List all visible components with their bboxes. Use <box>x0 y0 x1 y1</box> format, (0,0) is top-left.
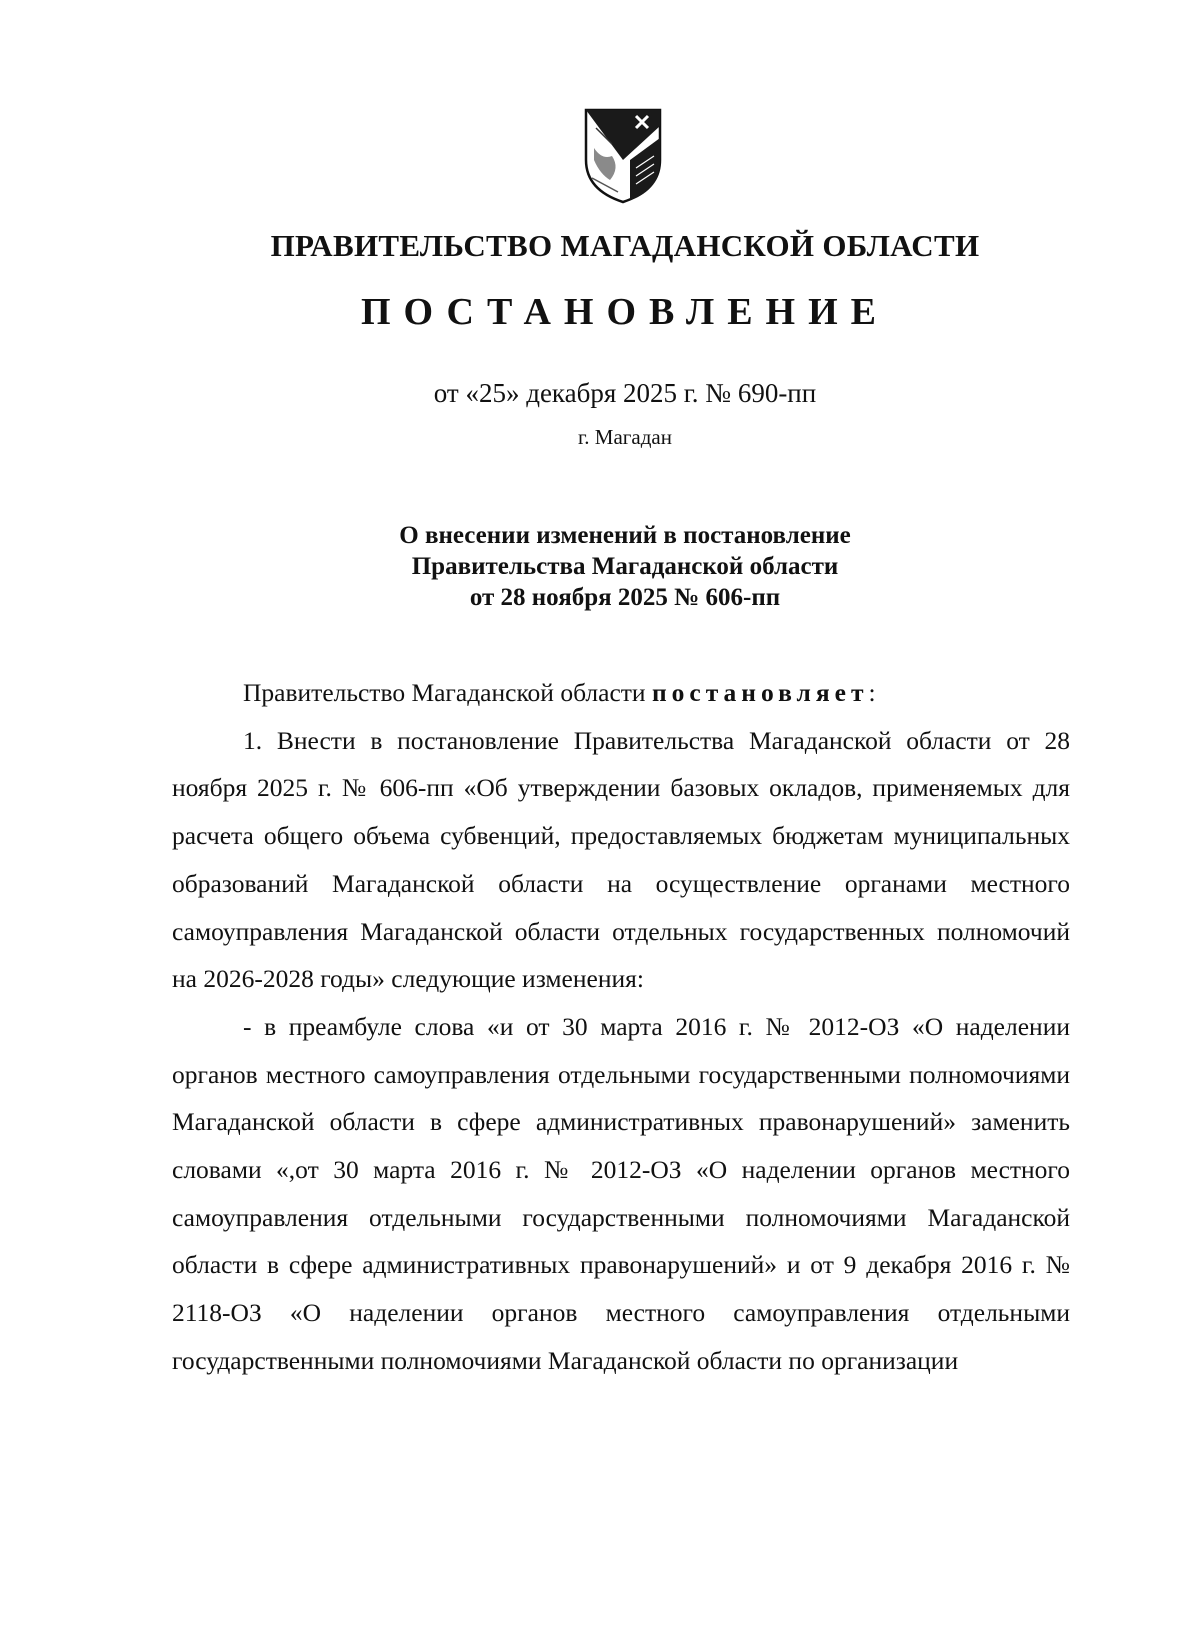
preamble-colon: : <box>868 678 876 707</box>
title-line: Правительства Магаданской области <box>411 553 839 580</box>
change-1-paragraph: - в преамбуле слова «и от 30 марта 2016 г. № 2012-ОЗ «О наделении органов местного самоуправления отдельными государственными полномочиями Магаданской области в сфере административных правонарушений» заменить словами «,от 30 марта 2016 г. № 2012-ОЗ «О наделении органов местного самоуправления отдельными государственными полномочиями Магаданской области в сфере административных правонарушений» и от 9 декабря 2016 г. № 2118-ОЗ «О наделении органов местного самоуправления отдельными государственными полномочиями Магаданской области по организации <box>172 1011 1070 1375</box>
preamble-text: Правительство Магаданской области <box>243 678 646 707</box>
document-body <box>172 669 1070 1385</box>
item-1-paragraph: 1. Внести в постановление Правительства Магаданской области от 28 ноября 2025 г. № 606-пп «Об утверждении базовых окладов, применяемых для расчета общего объема субвенций, предоставляемых бюджетам муниципальных образований Магаданской области на осуществление органами местного самоуправления Магаданской области отдельных государственных полномочий на 2026-2028 годы» следующие изменения: <box>172 725 1070 994</box>
document-city: г. Магадан <box>578 425 672 449</box>
decree-word: постановляет <box>651 678 869 707</box>
document-date-number: от «25» декабря 2025 г. № 690-пп <box>433 378 817 408</box>
preamble-paragraph <box>172 669 1070 717</box>
document-title <box>0 520 1200 613</box>
title-line: О внесении изменений в постановление <box>399 522 851 549</box>
title-line: от 28 ноября 2025 № 606-пп <box>469 584 781 611</box>
document-type: ПОСТАНОВЛЕНИЕ <box>360 291 890 333</box>
coat-of-arms-icon <box>582 108 664 204</box>
government-name: ПРАВИТЕЛЬСТВО МАГАДАНСКОЙ ОБЛАСТИ <box>270 228 980 263</box>
